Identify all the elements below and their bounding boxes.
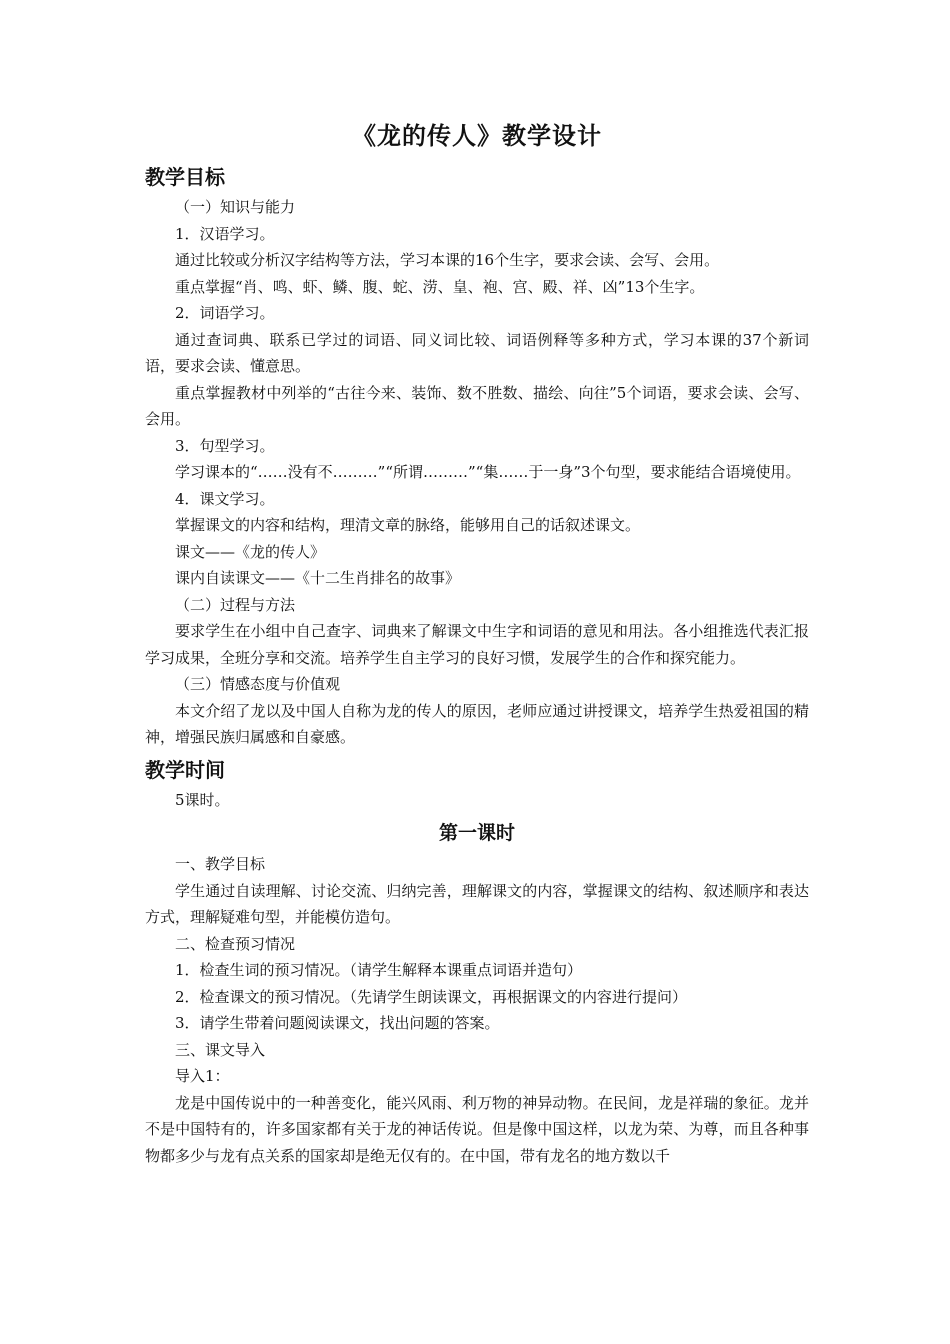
paragraph: 1．汉语学习。 bbox=[175, 224, 275, 243]
paragraph: （二）过程与方法 bbox=[175, 595, 296, 614]
paragraph: 课文——《龙的传人》 bbox=[175, 542, 326, 561]
paragraph: （一）知识与能力 bbox=[175, 198, 296, 216]
document-title: 《龙的传人》教学设计 bbox=[352, 122, 602, 150]
paragraph: 3．请学生带着问题阅读课文，找出问题的答案。 bbox=[175, 1014, 500, 1032]
document-page bbox=[145, 118, 809, 1169]
paragraph: 3．句型学习。 bbox=[175, 436, 275, 455]
paragraph: 一、教学目标 bbox=[175, 855, 266, 873]
section-heading-time: 教学时间 bbox=[145, 757, 225, 782]
section-lesson-one-body bbox=[145, 851, 809, 1169]
paragraph: 1．检查生词的预习情况。（请学生解释本课重点词语并造句） bbox=[175, 961, 583, 979]
paragraph: 4．课文学习。 bbox=[175, 489, 275, 508]
paragraph: 通过查词典、联系已学过的词语、同义词比较、词语例释等多种方式，学习本课的37个新词语，要求会读、懂意思。 bbox=[145, 330, 809, 375]
paragraph: （三）情感态度与价值观 bbox=[175, 675, 341, 693]
paragraph: 要求学生在小组中自己查字、词典来了解课文中生字和词语的意见和用法。各小组推选代表汇报学习成果，全班分享和交流。培养学生自主学习的良好习惯，发展学生的合作和探究能力。 bbox=[145, 622, 809, 667]
paragraph: 本文介绍了龙以及中国人自称为龙的传人的原因，老师应通过讲授课文，培养学生热爱祖国的精神，增强民族归属感和自豪感。 bbox=[145, 701, 809, 746]
paragraph: 2．检查课文的预习情况。（先请学生朗读课文，再根据课文的内容进行提问） bbox=[175, 987, 688, 1006]
paragraph: 重点掌握教材中列举的“古往今来、装饰、数不胜数、描绘、向往”5个词语，要求会读、会写、会用。 bbox=[145, 383, 809, 428]
paragraph: 学生通过自读理解、讨论交流、归纳完善，理解课文的内容，掌握课文的结构、叙述顺序和表达方式，理解疑难句型，并能模仿造句。 bbox=[145, 881, 809, 926]
section-heading-lesson-one: 第一课时 bbox=[438, 822, 515, 844]
paragraph: 导入1： bbox=[175, 1067, 230, 1085]
section-time-body bbox=[145, 787, 809, 814]
paragraph: 掌握课文的内容和结构，理清文章的脉络，能够用自己的话叙述课文。 bbox=[175, 516, 641, 534]
paragraph: 学习课本的“……没有不………”“所谓………”“集……于一身”3个句型，要求能结合语境使用。 bbox=[175, 463, 801, 481]
paragraph: 2．词语学习。 bbox=[175, 304, 275, 322]
paragraph: 课内自读课文——《十二生肖排名的故事》 bbox=[175, 569, 461, 587]
section-heading-goals: 教学目标 bbox=[145, 165, 225, 189]
paragraph: 通过比较或分析汉字结构等方法，学习本课的16个生字，要求会读、会写、会用。 bbox=[175, 251, 720, 269]
paragraph: 二、检查预习情况 bbox=[175, 934, 296, 953]
section-goals-body bbox=[145, 194, 809, 751]
paragraph: 龙是中国传说中的一种善变化，能兴风雨、利万物的神异动物。在民间，龙是祥瑞的象征。龙并不是中国特有的，许多国家都有关于龙的神话传说。但是像中国这样，以龙为荣、为尊，而且各种事物都多少与龙有点关系的国家却是绝无仅有的。在中国，带有龙名的地方数以千 bbox=[145, 1093, 809, 1165]
paragraph: 重点掌握“肖、鸣、虾、鳞、腹、蛇、涝、皇、袍、宫、殿、祥、凶”13个生字。 bbox=[175, 277, 705, 296]
paragraph: 5课时。 bbox=[175, 790, 230, 809]
paragraph: 三、课文导入 bbox=[175, 1040, 266, 1059]
